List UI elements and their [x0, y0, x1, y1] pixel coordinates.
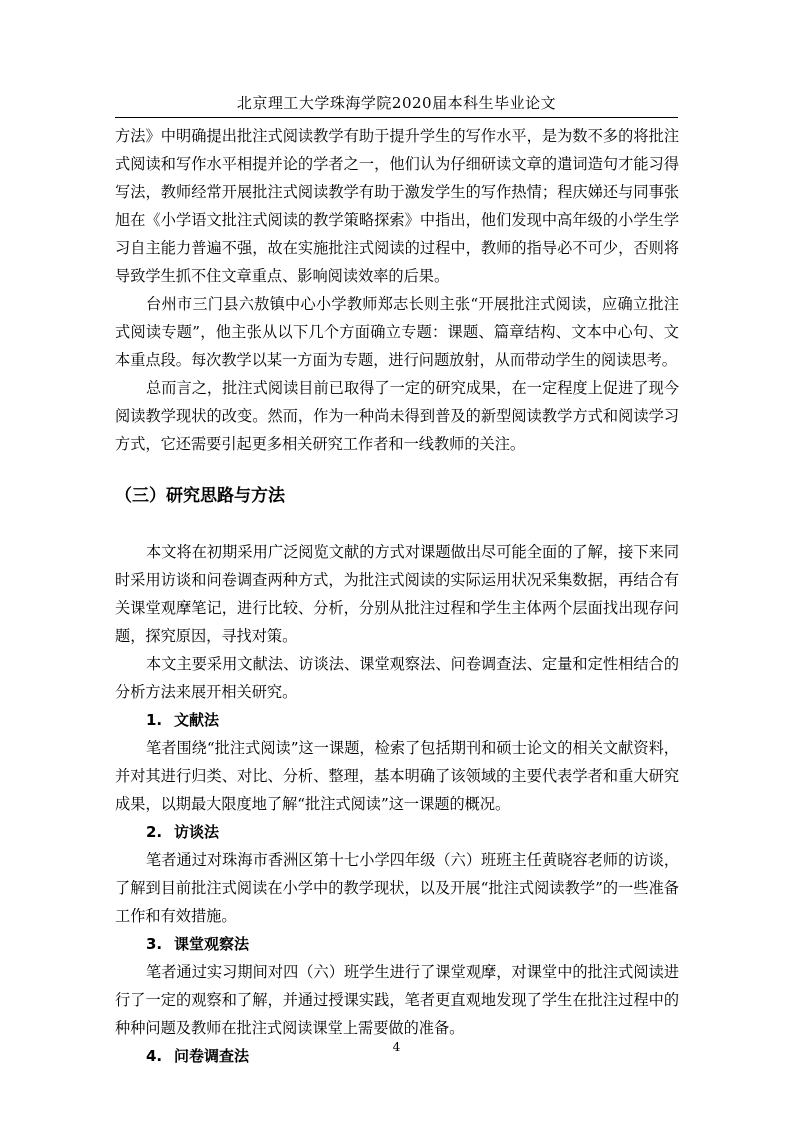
subheading-number: 4.: [146, 1047, 163, 1065]
page-number: 4: [392, 1040, 401, 1054]
paragraph: 总而言之，批注式阅读目前已取得了一定的研究成果，在一定程度上促进了现今阅读教学现状的改变。然而，作为一种尚未得到普及的新型阅读教学方式和阅读学习方式，它还需要引起更多相关研究工作者和一线教师的关注。: [115, 379, 679, 453]
paragraph-continued: 方法》中明确提出批注式阅读教学有助于提升学生的写作水平，是为数不多的将批注式阅读和写作水平相提并论的学者之一，他们认为仔细研读文章的遣词造句才能习得写法，教师经常开展批注式阅读教学有助于激发学生的写作热情；程庆娣还与同事张旭在《小学语文批注式阅读的教学策略探索》中指出，他们发现中高年级的小学生学习自主能力普遍不强，故在实施批注式阅读的过程中，教师的指导必不可少，否则将导致学生抓不住文章重点、影响阅读效率的后果。: [115, 127, 679, 285]
paragraph: 笔者通过实习期间对四（六）班学生进行了课堂观摩，对课堂中的批注式阅读进行了一定的观察和了解，并通过授课实践，笔者更直观地发现了学生在批注过程中的种种问题及教师在批注式阅读课堂上需要做的准备。: [115, 963, 679, 1037]
subheading-title: 课堂观察法: [174, 935, 250, 953]
paragraph: 笔者围绕“批注式阅读”这一课题，检索了包括期刊和硕士论文的相关文献资料，并对其进行归类、对比、分析、整理，基本明确了该领域的主要代表学者和重大研究成果，以期最大限度地了解“批注式阅读”这一课题的概况。: [115, 739, 679, 813]
paragraph: 笔者通过对珠海市香洲区第十七小学四年级（六）班班主任黄晓容老师的访谈，了解到目前批注式阅读在小学中的教学现状，以及开展“批注式阅读教学”的一些准备工作和有效措施。: [115, 851, 679, 925]
paragraph: 台州市三门县六敖镇中心小学教师郑志长则主张“开展批注式阅读，应确立批注式阅读专题”，他主张从以下几个方面确立专题：课题、篇章结构、文本中心句、文本重点段。每次教学以某一方面为专题，进行问题放射，从而带动学生的阅读思考。: [115, 295, 679, 369]
section-heading: （三）研究思路与方法: [115, 486, 285, 506]
running-header: 北京理工大学珠海学院2020届本科生毕业论文: [115, 92, 678, 118]
paragraph: 本文将在初期采用广泛阅览文献的方式对课题做出尽可能全面的了解，接下来同时采用访谈和问卷调查两种方式，为批注式阅读的实际运用状况采集数据，再结合有关课堂观摩笔记，进行比较、分析，分别从批注过程和学生主体两个层面找出现存问题，探究原因，寻找对策。: [115, 543, 679, 645]
subheading-title: 文献法: [174, 711, 220, 729]
page-body: [115, 122, 679, 1070]
subheading-title: 访谈法: [174, 823, 220, 841]
subheading-observation: [115, 930, 679, 958]
subheading-number: 2.: [146, 823, 163, 841]
subheading-title: 问卷调查法: [174, 1047, 250, 1065]
subheading-number: 1.: [146, 711, 163, 729]
subheading-number: 3.: [146, 935, 163, 953]
subheading-literature: [115, 706, 679, 734]
subheading-interview: [115, 818, 679, 846]
paragraph: 本文主要采用文献法、访谈法、课堂观察法、问卷调查法、定量和定性相结合的分析方法来展开相关研究。: [115, 655, 679, 701]
